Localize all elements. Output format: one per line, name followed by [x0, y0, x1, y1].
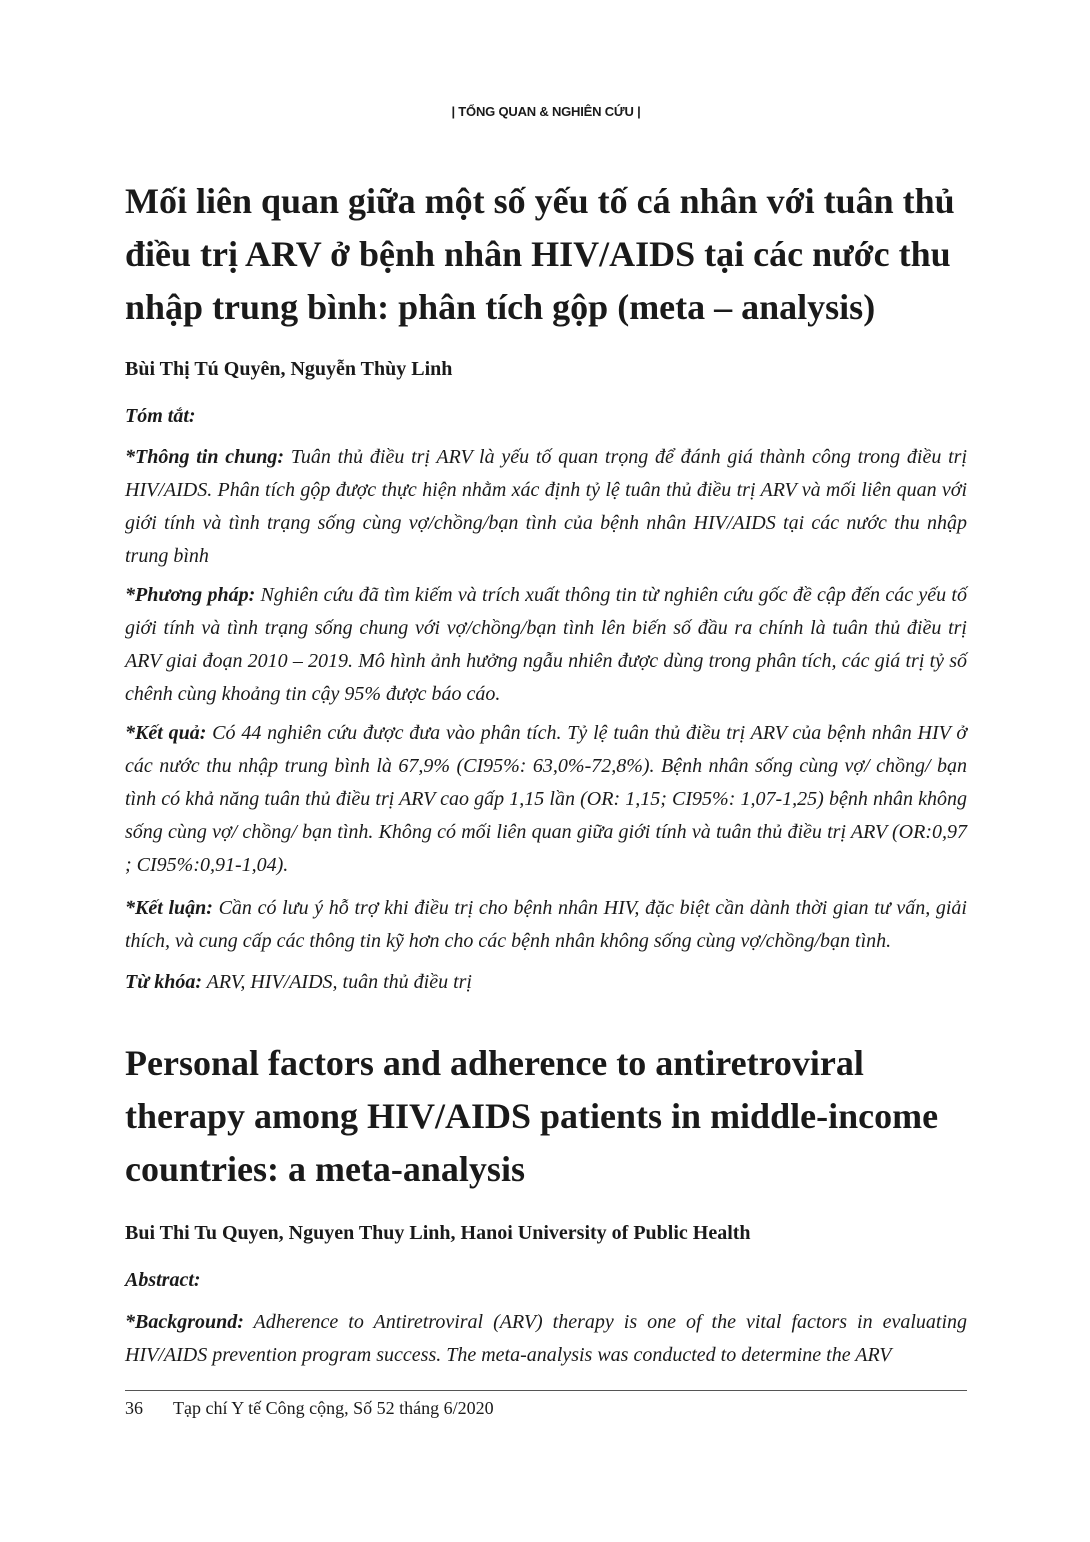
vietnamese-methods-paragraph: [125, 579, 967, 711]
vietnamese-authors: Bùi Thị Tú Quyên, Nguyễn Thùy Linh: [125, 358, 453, 380]
vietnamese-results-paragraph: [125, 717, 967, 882]
background-label: *Thông tin chung:: [125, 446, 285, 468]
keywords-text: ARV, HIV/AIDS, tuân thủ điều trị: [201, 971, 472, 993]
vietnamese-background-paragraph: [125, 441, 967, 573]
footer-divider: [125, 1390, 967, 1391]
english-title: Personal factors and adherence to antiretroviral therapy among HIV/AIDS patients in middle-income countries: a meta-analysis: [125, 1043, 939, 1189]
methods-text: Nghiên cứu đã tìm kiếm và trích xuất thông tin từ nghiên cứu gốc đề cập đến các yếu tố giới tính và tình trạng sống chung với vợ/chồng/bạn tình lên biến số đầu ra chính là tuân thủ điều trị ARV giai đoạn 2010 – 2019. Mô hình ảnh hưởng ngẫu nhiên được dùng trong phân tích, các giá trị tỷ số chênh cùng khoảng tin cậy 95% được báo cáo.: [125, 584, 967, 705]
vietnamese-keywords: [125, 966, 967, 999]
en-background-label: *Background:: [125, 1311, 244, 1333]
page-footer: [125, 1398, 494, 1419]
section-tag: | TỔNG QUAN & NGHIÊN CỨU |: [451, 104, 641, 119]
results-text: Có 44 nghiên cứu được đưa vào phân tích. Tỷ lệ tuân thủ điều trị ARV của bệnh nhân HIV ở các nước thu nhập trung bình là 67,9% (CI95%: 63,0%-72,8%). Bệnh nhân sống cùng vợ/ chồng/ bạn tình có khả năng tuân thủ điều trị ARV cao gấp 1,15 lần (OR: 1,15; CI95%: 1,07-1,25) bệnh nhân không sống cùng vợ/ chồng/ bạn tình. Không có mối liên quan giữa giới tính và tuân thủ điều trị ARV (OR:0,97 ; CI95%:0,91-1,04).: [125, 722, 968, 876]
english-background-paragraph: [125, 1306, 967, 1372]
keywords-label: Từ khóa:: [125, 971, 202, 993]
conclusion-text: Cần có lưu ý hỗ trợ khi điều trị cho bệnh nhân HIV, đặc biệt cần dành thời gian tư vấn, giải thích, và cung cấp các thông tin kỹ hơn cho các bệnh nhân không sống cùng vợ/chồng/bạn tình.: [125, 897, 967, 952]
english-authors: Bui Thi Tu Quyen, Nguyen Thuy Linh, Hanoi University of Public Health: [125, 1222, 751, 1244]
journal-citation: Tạp chí Y tế Công cộng, Số 52 tháng 6/2020: [173, 1398, 494, 1418]
vietnamese-title: Mối liên quan giữa một số yếu tố cá nhân với tuân thủ điều trị ARV ở bệnh nhân HIV/AIDS tại các nước thu nhập trung bình: phân tích gộp (meta – analysis): [125, 181, 955, 327]
vietnamese-abstract-label: Tóm tắt:: [125, 405, 196, 427]
page-number: 36: [125, 1398, 143, 1418]
background-text: Tuân thủ điều trị ARV là yếu tố quan trọng để đánh giá thành công trong điều trị HIV/AIDS. Phân tích gộp được thực hiện nhằm xác định tỷ lệ tuân thủ điều trị ARV và mối liên quan với giới tính và tình trạng sống cùng vợ/chồng/bạn tình của bệnh nhân HIV/AIDS tại các nước thu nhập trung bình: [125, 446, 967, 567]
results-label: *Kết quả:: [125, 722, 207, 744]
en-background-text: Adherence to Antiretroviral (ARV) therapy is one of the vital factors in evaluating HIV/AIDS prevention program success. The meta-analysis was conducted to determine the ARV: [125, 1311, 967, 1366]
english-abstract-label: Abstract:: [125, 1269, 201, 1291]
methods-label: *Phương pháp:: [125, 584, 256, 606]
vietnamese-conclusion-paragraph: [125, 892, 967, 958]
conclusion-label: *Kết luận:: [125, 897, 213, 919]
